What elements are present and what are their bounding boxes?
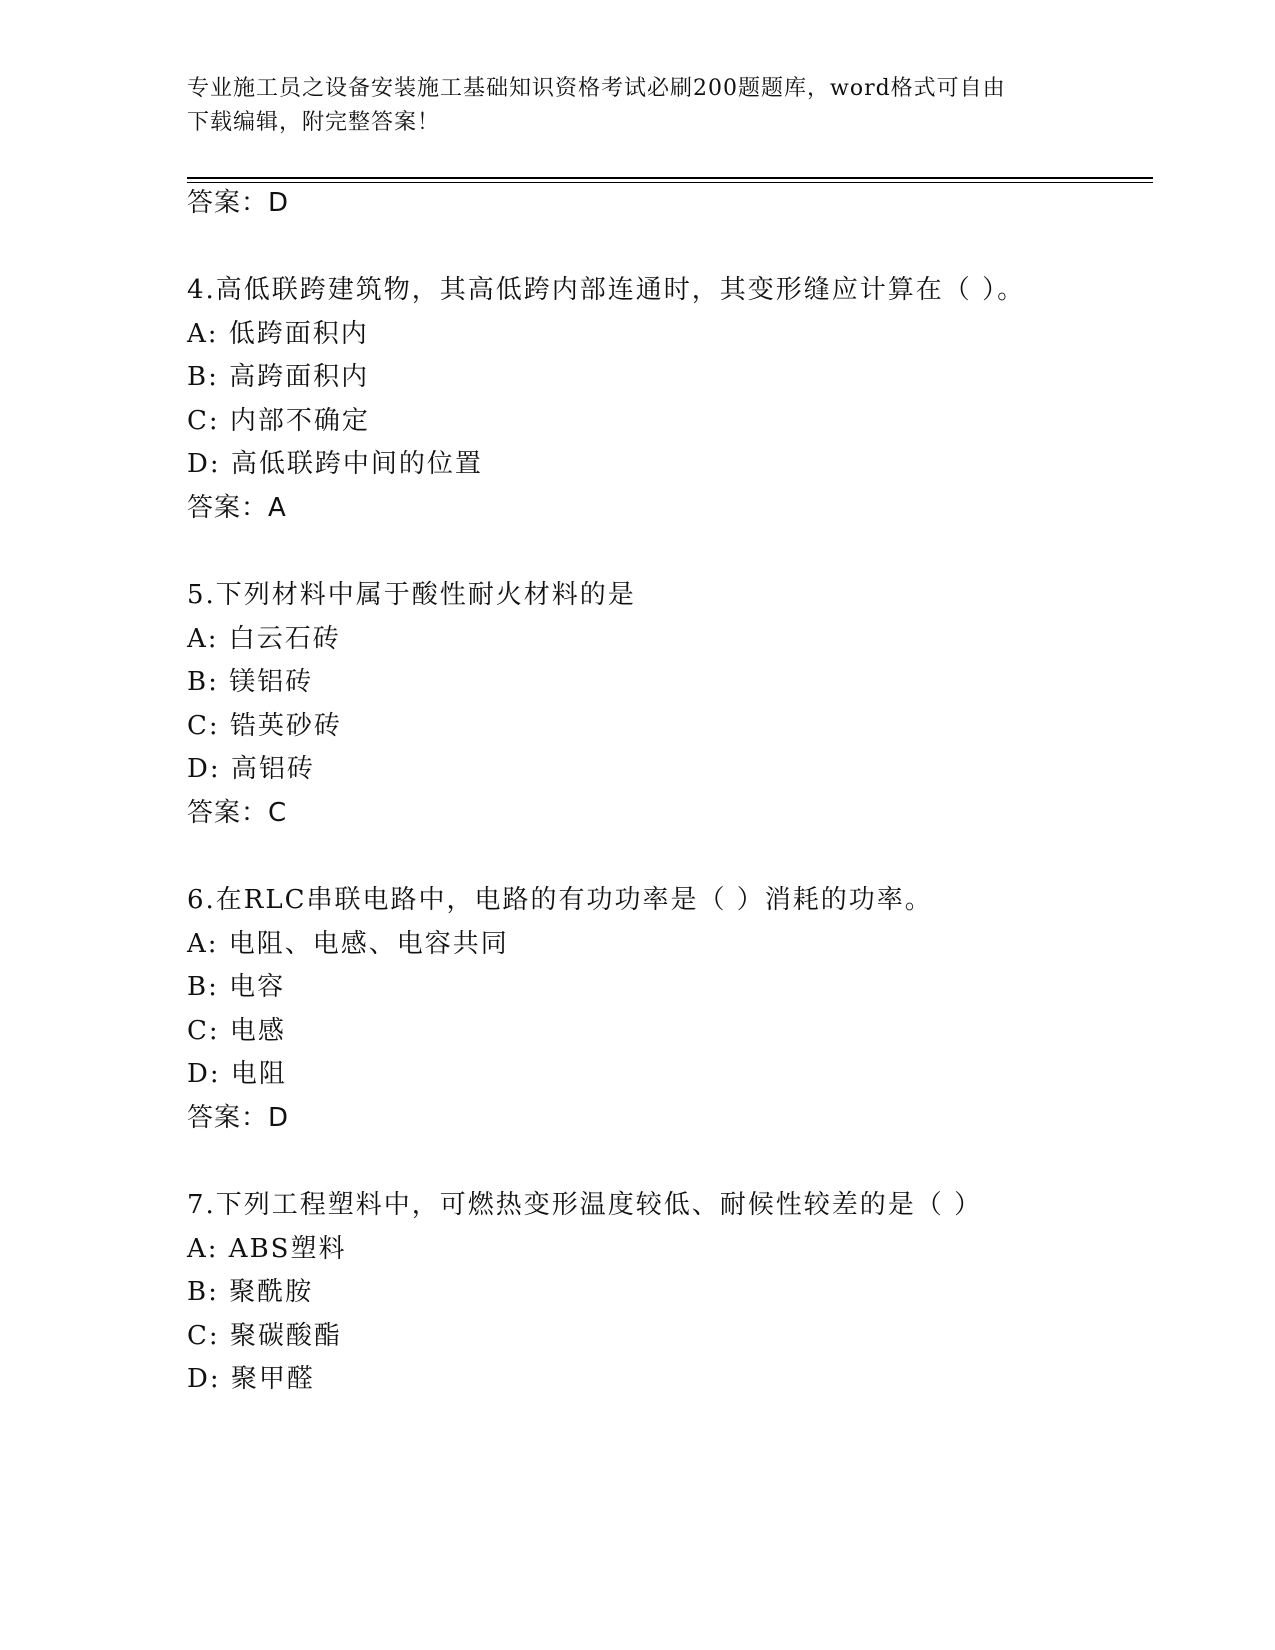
question-option: A: 电阻、电感、电容共同	[187, 929, 509, 959]
question-answer: 答案：C	[187, 798, 288, 828]
header-line-1: 专业施工员之设备安装施工基础知识资格考试必刷200题题库，word格式可自由	[187, 76, 1006, 101]
question-option: C: 聚碳酸酯	[187, 1321, 342, 1351]
question-stem: 6.在RLC串联电路中，电路的有功功率是（ ）消耗的功率。	[187, 885, 933, 915]
question-option: C: 内部不确定	[187, 406, 370, 436]
question-option: D: 高低联跨中间的位置	[187, 449, 483, 479]
question-option: A: 低跨面积内	[187, 319, 369, 349]
question-option: D: 高铝砖	[187, 754, 315, 784]
question-stem: 7.下列工程塑料中，可燃热变形温度较低、耐候性较差的是（ ）	[187, 1190, 983, 1220]
question-stem: 4.高低联跨建筑物，其高低跨内部连通时，其变形缝应计算在（ ）。	[187, 275, 1026, 305]
question-answer: 答案：A	[187, 493, 287, 523]
question-option: D: 聚甲醛	[187, 1364, 315, 1394]
question-option: A: 白云石砖	[187, 624, 341, 654]
question-answer: 答案：D	[187, 1103, 290, 1133]
question-stem: 5.下列材料中属于酸性耐火材料的是	[187, 580, 636, 610]
question-option: B: 镁铝砖	[187, 667, 314, 697]
question-option: B: 聚酰胺	[187, 1277, 314, 1307]
question-option: B: 电容	[187, 972, 286, 1002]
header-line-2: 下载编辑，附完整答案！	[187, 110, 441, 135]
previous-answer: 答案：D	[187, 188, 290, 218]
question-option: D: 电阻	[187, 1059, 287, 1089]
document-header	[187, 72, 1087, 140]
question-option: B: 高跨面积内	[187, 362, 370, 392]
question-option: C: 锆英砂砖	[187, 711, 342, 741]
question-option: C: 电感	[187, 1016, 286, 1046]
question-option: A: ABS塑料	[187, 1234, 347, 1264]
header-divider-thin	[187, 182, 1153, 183]
header-divider-thick	[187, 177, 1153, 179]
